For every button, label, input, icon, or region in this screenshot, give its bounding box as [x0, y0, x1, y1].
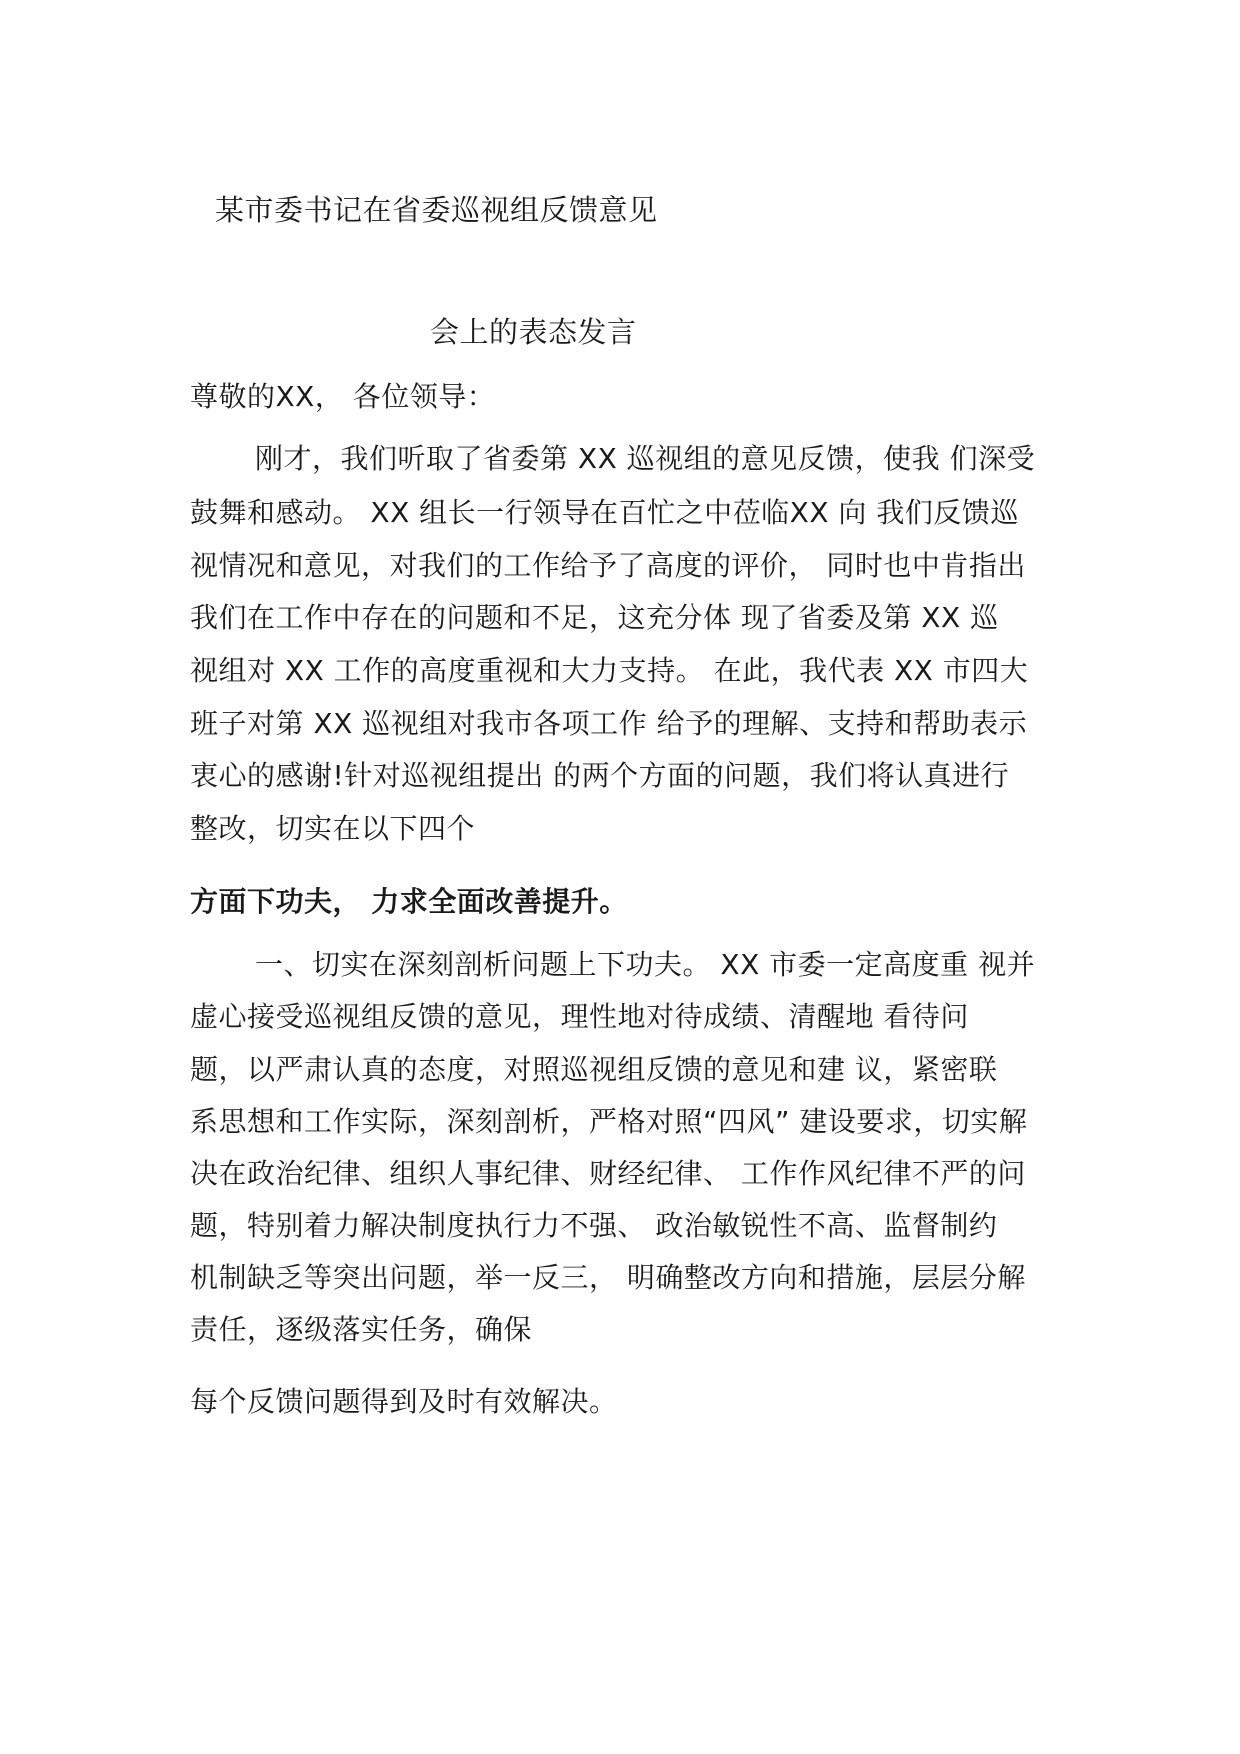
paragraph-1-line: 整改，切实在以下四个 — [190, 812, 476, 845]
paragraph-2-line: 题，特别着力解决制度执行力不强、 政治敏锐性不高、监督制约 — [190, 1209, 998, 1242]
paragraph-1-line: 鼓舞和感动。 XX 组长一行领导在百忙之中莅临XX 向 我们反馈巡 — [190, 496, 1019, 529]
paragraph-2-end: 每个反馈问题得到及时有效解决。 — [190, 1385, 618, 1418]
paragraph-2-line: 题，以严肃认真的态度，对照巡视组反馈的意见和建 议，紧密联 — [190, 1053, 998, 1086]
paragraph-2-line: 责任，逐级落实任务，确保 — [190, 1313, 533, 1346]
paragraph-1-line: 班子对第 XX 巡视组对我市各项工作 给予的理解、支持和帮助表示 — [190, 707, 1028, 740]
paragraph-2-line: 系思想和工作实际，深刻剖析，严格对照“四风” 建设要求，切实解 — [190, 1105, 1028, 1138]
paragraph-1-line: 衷心的感谢!针对巡视组提出 的两个方面的问题，我们将认真进行 — [190, 759, 1010, 792]
paragraph-1-line: 刚才，我们听取了省委第 XX 巡视组的意见反馈，使我 们深受 — [255, 442, 1036, 475]
paragraph-1-end: 方面下功夫， 力求全面改善提升。 — [190, 885, 628, 918]
document-title-line-2: 会上的表态发言 — [430, 315, 637, 349]
paragraph-2-line: 决在政治纪律、组织人事纪律、财经纪律、 工作作风纪律不严的问 — [190, 1157, 1026, 1190]
salutation: 尊敬的XX， 各位领导： — [190, 380, 496, 413]
paragraph-1-line: 我们在工作中存在的问题和不足，这充分体 现了省委及第 XX 巡 — [190, 601, 999, 634]
paragraph-1-line: 视组对 XX 工作的高度重视和大力支持。 在此，我代表 XX 市四大 — [190, 654, 1029, 687]
paragraph-1-line: 视情况和意见，对我们的工作给予了高度的评价， 同时也中肯指出 — [190, 549, 1026, 582]
paragraph-2-line: 机制缺乏等突出问题，举一反三， 明确整改方向和措施，层层分解 — [190, 1261, 1026, 1294]
document-title-line-1: 某市委书记在省委巡视组反馈意见 — [215, 193, 658, 227]
paragraph-2-line: 一、切实在深刻剖析问题上下功夫。 XX 市委一定高度重 视并 — [255, 948, 1036, 981]
paragraph-2-line: 虚心接受巡视组反馈的意见，理性地对待成绩、清醒地 看待问 — [190, 1000, 969, 1033]
